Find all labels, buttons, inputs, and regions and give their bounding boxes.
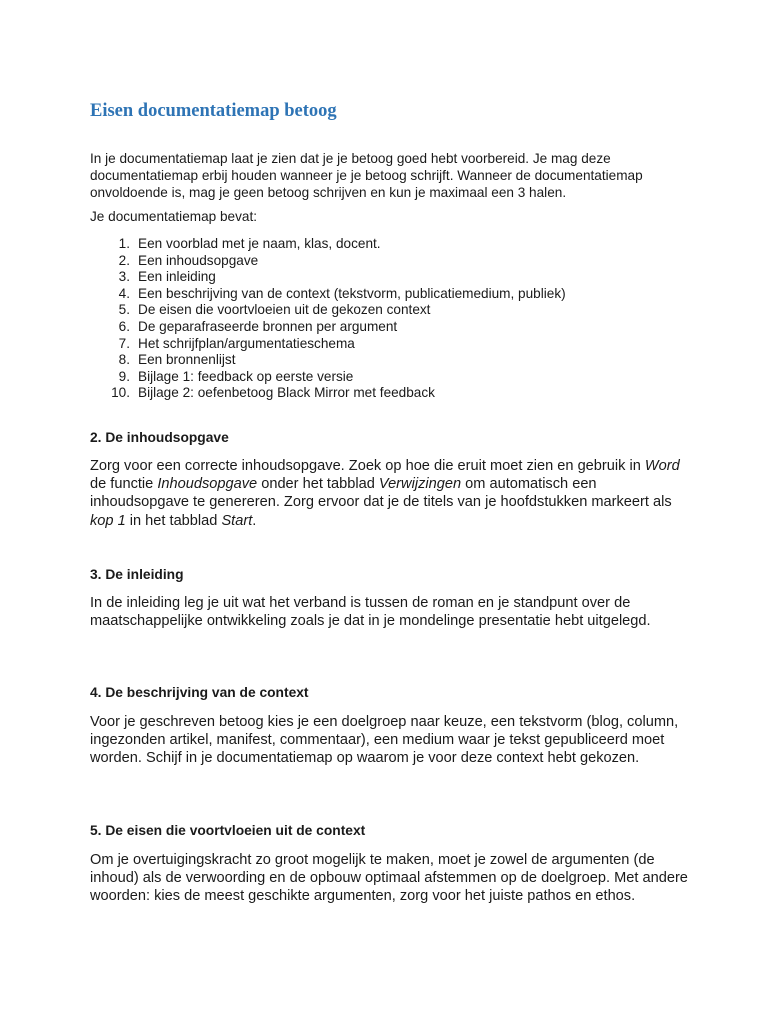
list-item (90, 336, 566, 353)
list-item-text: Een inhoudsopgave (138, 252, 259, 268)
list-item-number: 3. (118, 269, 130, 285)
list-item (90, 286, 566, 303)
list-item (90, 253, 566, 270)
list-item-text: Een inleiding (138, 269, 216, 285)
text-run: om automatisch een inhoudsopgave te genereren. Zorg ervoor dat je de titels van je hoofdstukken markeert als (90, 476, 672, 511)
list-item-text: De geparafraseerde bronnen per argument (138, 318, 398, 334)
list-item (90, 302, 566, 319)
text-run: in het tabblad (125, 512, 222, 529)
list-item (90, 352, 566, 369)
section-heading-eisen: 5. De eisen die voortvloeien uit de context (90, 823, 366, 838)
list-item-text: Een beschrijving van de context (tekstvorm, publicatiemedium, publiek) (138, 285, 566, 301)
italic-term: Inhoudsopgave (157, 476, 258, 493)
list-item-number: 8. (118, 352, 130, 368)
list-item-text: Een bronnenlijst (138, 352, 236, 368)
section-paragraph-inhoudsopgave (90, 457, 690, 530)
list-item-number: 6. (118, 318, 130, 334)
text-run: . (252, 512, 257, 529)
requirements-list (90, 236, 566, 402)
list-item (90, 269, 566, 286)
list-item-text: De eisen die voortvloeien uit de gekozen context (138, 302, 431, 318)
document-title: Eisen documentatiemap betoog (90, 101, 337, 121)
intro-paragraph: In je documentatiemap laat je zien dat je je betoog goed hebt voorbereid. Je mag deze documentatiemap erbij houden wanneer je je betoog schrijft. Wanneer de documentatiemap onvoldoende is, mag je geen betoog schrijven en kun je maximaal een 3 halen. (90, 151, 643, 200)
text-run: onder het tabblad (257, 476, 379, 493)
section-heading-inleiding: 3. De inleiding (90, 567, 184, 582)
list-item-number: 1. (118, 236, 130, 251)
list-item-text: Het schrijfplan/argumentatieschema (138, 335, 355, 351)
list-item-number: 5. (118, 302, 130, 318)
contents-label: Je documentatiemap bevat: (90, 209, 258, 224)
list-item-number: 2. (118, 252, 130, 268)
italic-term: Verwijzingen (378, 476, 462, 493)
list-item (90, 319, 566, 336)
list-item-text: Een voorblad met je naam, klas, docent. (138, 236, 381, 251)
list-item-number: 4. (118, 285, 130, 301)
list-item-number: 10. (111, 385, 130, 401)
list-item-number: 9. (118, 368, 130, 384)
section-paragraph-eisen: Om je overtuigingskracht zo groot mogelijk te maken, moet je zowel de argumenten (de inhoud) als de verwoording en de opbouw optimaal afstemmen op de doelgroep. Met andere woorden: kies de meest geschikte argumenten, zorg voor het juiste pathos en ethos. (90, 852, 688, 905)
list-item-text: Bijlage 2: oefenbetoog Black Mirror met feedback (138, 385, 435, 401)
list-item (90, 369, 566, 386)
list-item (90, 385, 566, 402)
section-heading-context: 4. De beschrijving van de context (90, 685, 309, 700)
list-item (90, 236, 566, 253)
text-run: Zorg voor een correcte inhoudsopgave. Zoek op hoe die eruit moet zien en gebruik in (90, 458, 645, 474)
list-item-text: Bijlage 1: feedback op eerste versie (138, 368, 354, 384)
section-heading-inhoudsopgave: 2. De inhoudsopgave (90, 430, 229, 445)
list-item-number: 7. (118, 335, 130, 351)
italic-term: kop 1 (90, 512, 126, 529)
italic-term: Word (644, 458, 680, 474)
section-paragraph-context: Voor je geschreven betoog kies je een doelgroep naar keuze, een tekstvorm (blog, column, ingezonden artikel, manifest, commentaar), een medium waar je tekst gepubliceerd moet worden. Schijf in je documentatiemap op waarom je voor deze context hebt gekozen. (90, 714, 679, 767)
text-run: de functie (90, 476, 158, 493)
section-paragraph-inleiding: In de inleiding leg je uit wat het verband is tussen de roman en je standpunt over de maatschappelijke ontwikkeling zoals je dat in je mondelinge presentatie hebt uitgelegd. (90, 595, 651, 630)
italic-term: Start (221, 512, 253, 529)
